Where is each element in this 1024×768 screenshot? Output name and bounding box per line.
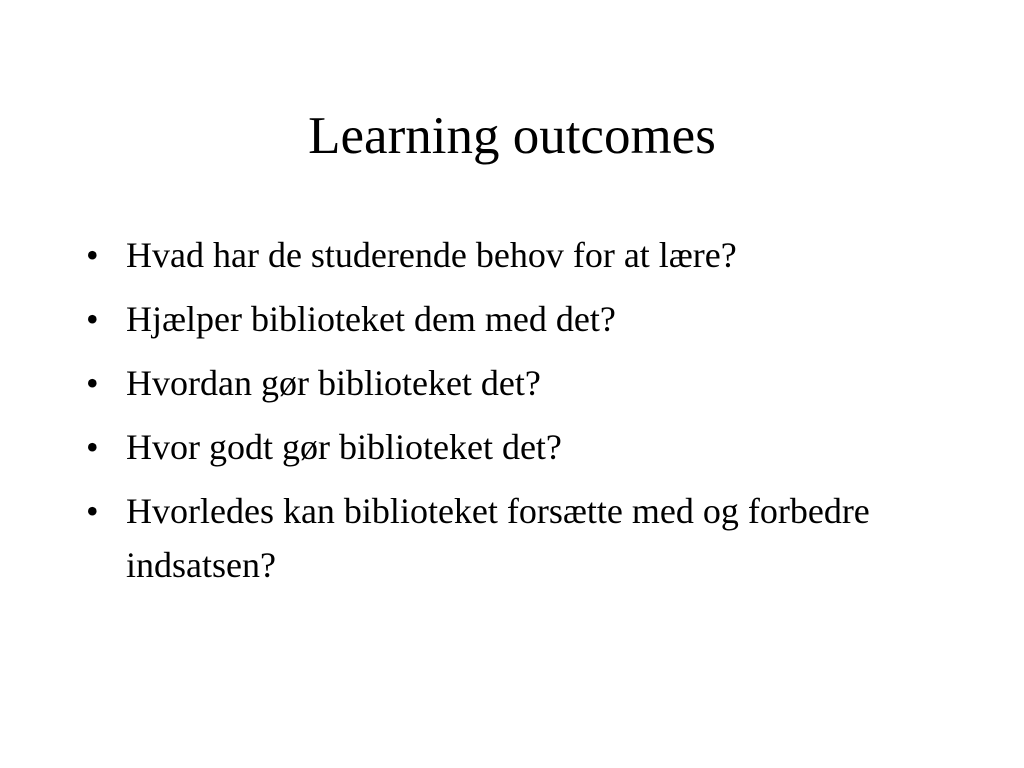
slide-title: Learning outcomes <box>308 107 716 165</box>
bullet-text: Hjælper biblioteket dem med det? <box>126 299 616 339</box>
bullet-text: Hvad har de studerende behov for at lære? <box>126 235 737 275</box>
bullet-text: Hvor godt gør biblioteket det? <box>126 427 562 467</box>
bullet-item-2 <box>86 292 946 346</box>
bullet-item-3 <box>86 356 946 410</box>
bullet-icon: • <box>86 363 99 403</box>
bullet-text: Hvorledes kan biblioteket forsætte med og forbedre indsatsen? <box>126 491 870 585</box>
bullet-icon: • <box>86 491 99 531</box>
bullet-list <box>86 228 946 602</box>
bullet-icon: • <box>86 299 99 339</box>
bullet-text: Hvordan gør biblioteket det? <box>126 363 541 403</box>
bullet-item-4 <box>86 420 946 474</box>
bullet-icon: • <box>86 427 99 467</box>
bullet-icon: • <box>86 235 99 275</box>
bullet-item-1 <box>86 228 946 282</box>
bullet-item-5 <box>86 484 946 592</box>
